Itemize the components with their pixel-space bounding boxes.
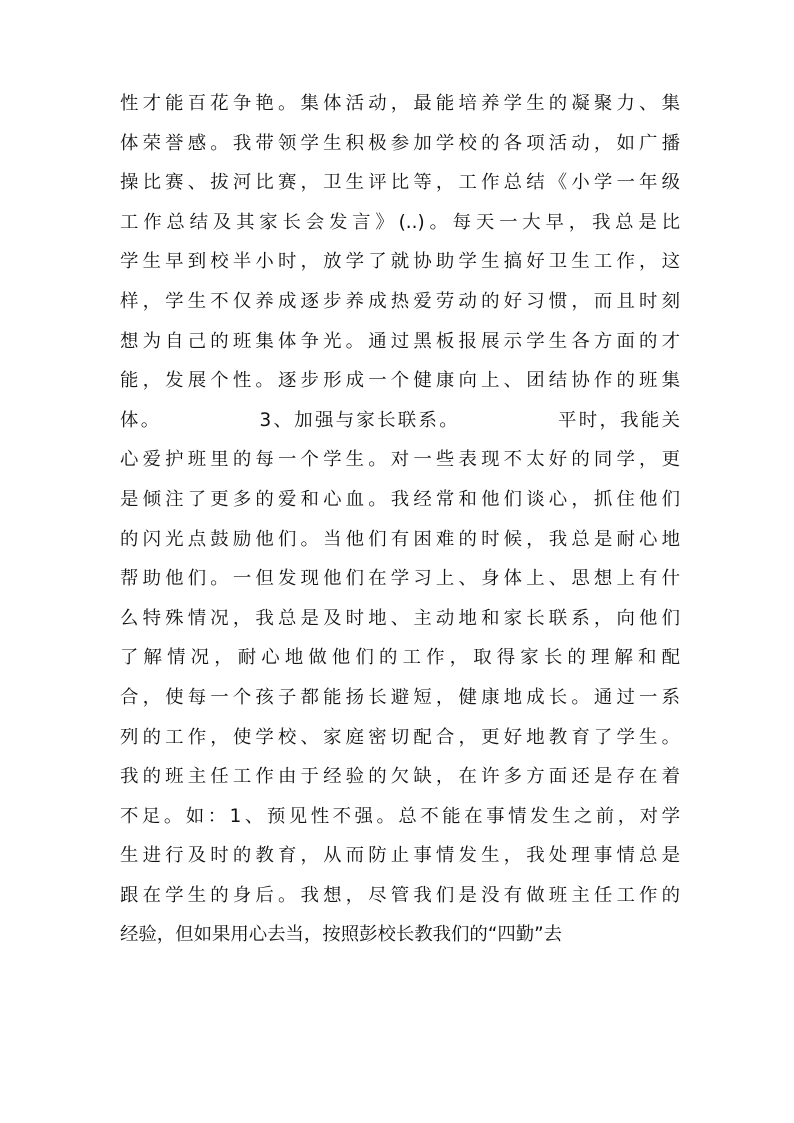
text-line-10: 心爱护班里的每一个学生。对一些表现不太好的同学，更 xyxy=(120,449,680,471)
text-line-2: 体荣誉感。我带领学生积极参加学校的各项活动，如广播 xyxy=(120,132,680,154)
text-line-16: 合，使每一个孩子都能扬长避短，健康地成长。通过一系 xyxy=(120,686,680,708)
text-line-9: 体。 3、加强与家长联系。 平时，我能关 xyxy=(120,409,680,431)
text-line-8: 能，发展个性。逐步形成一个健康向上、团结协作的班集 xyxy=(120,370,680,392)
text-line-4: 工作总结及其家长会发言》(..)。每天一大早，我总是比 xyxy=(120,211,680,233)
text-line-7: 想为自己的班集体争光。通过黑板报展示学生各方面的才 xyxy=(120,330,680,352)
text-line-20: 生进行及时的教育，从而防止事情发生，我处理事情总是 xyxy=(120,845,680,867)
text-line-15: 了解情况，耐心地做他们的工作，取得家长的理解和配 xyxy=(120,647,680,669)
text-line-14: 么特殊情况，我总是及时地、主动地和家长联系，向他们 xyxy=(120,607,680,629)
text-line-17: 列的工作，使学校、家庭密切配合，更好地教育了学生。 xyxy=(120,726,680,748)
text-line-5: 学生早到校半小时，放学了就协助学生搞好卫生工作，这 xyxy=(120,251,680,273)
text-line-1: 性才能百花争艳。集体活动，最能培养学生的凝聚力、集 xyxy=(120,93,680,114)
text-line-11: 是倾注了更多的爱和心血。我经常和他们谈心，抓住他们 xyxy=(120,488,680,510)
text-line-3: 操比赛、拔河比赛，卫生评比等，工作总结《小学一年级 xyxy=(120,172,680,194)
text-line-19: 不足。如：1、预见性不强。总不能在事情发生之前，对学 xyxy=(120,805,680,827)
text-line-21: 跟在学生的身后。我想，尽管我们是没有做班主任工作的 xyxy=(120,884,680,906)
text-line-22: 经验，但如果用心去当，按照彭校长教我们的“四勤”去 xyxy=(120,924,563,946)
text-line-6: 样，学生不仅养成逐步养成热爱劳动的好习惯，而且时刻 xyxy=(120,290,680,312)
text-line-12: 的闪光点鼓励他们。当他们有困难的时候，我总是耐心地 xyxy=(120,528,680,550)
body-text xyxy=(120,84,680,955)
text-line-18: 我的班主任工作由于经验的欠缺，在许多方面还是存在着 xyxy=(120,766,680,788)
text-line-13: 帮助他们。一但发现他们在学习上、身体上、思想上有什 xyxy=(120,568,680,590)
